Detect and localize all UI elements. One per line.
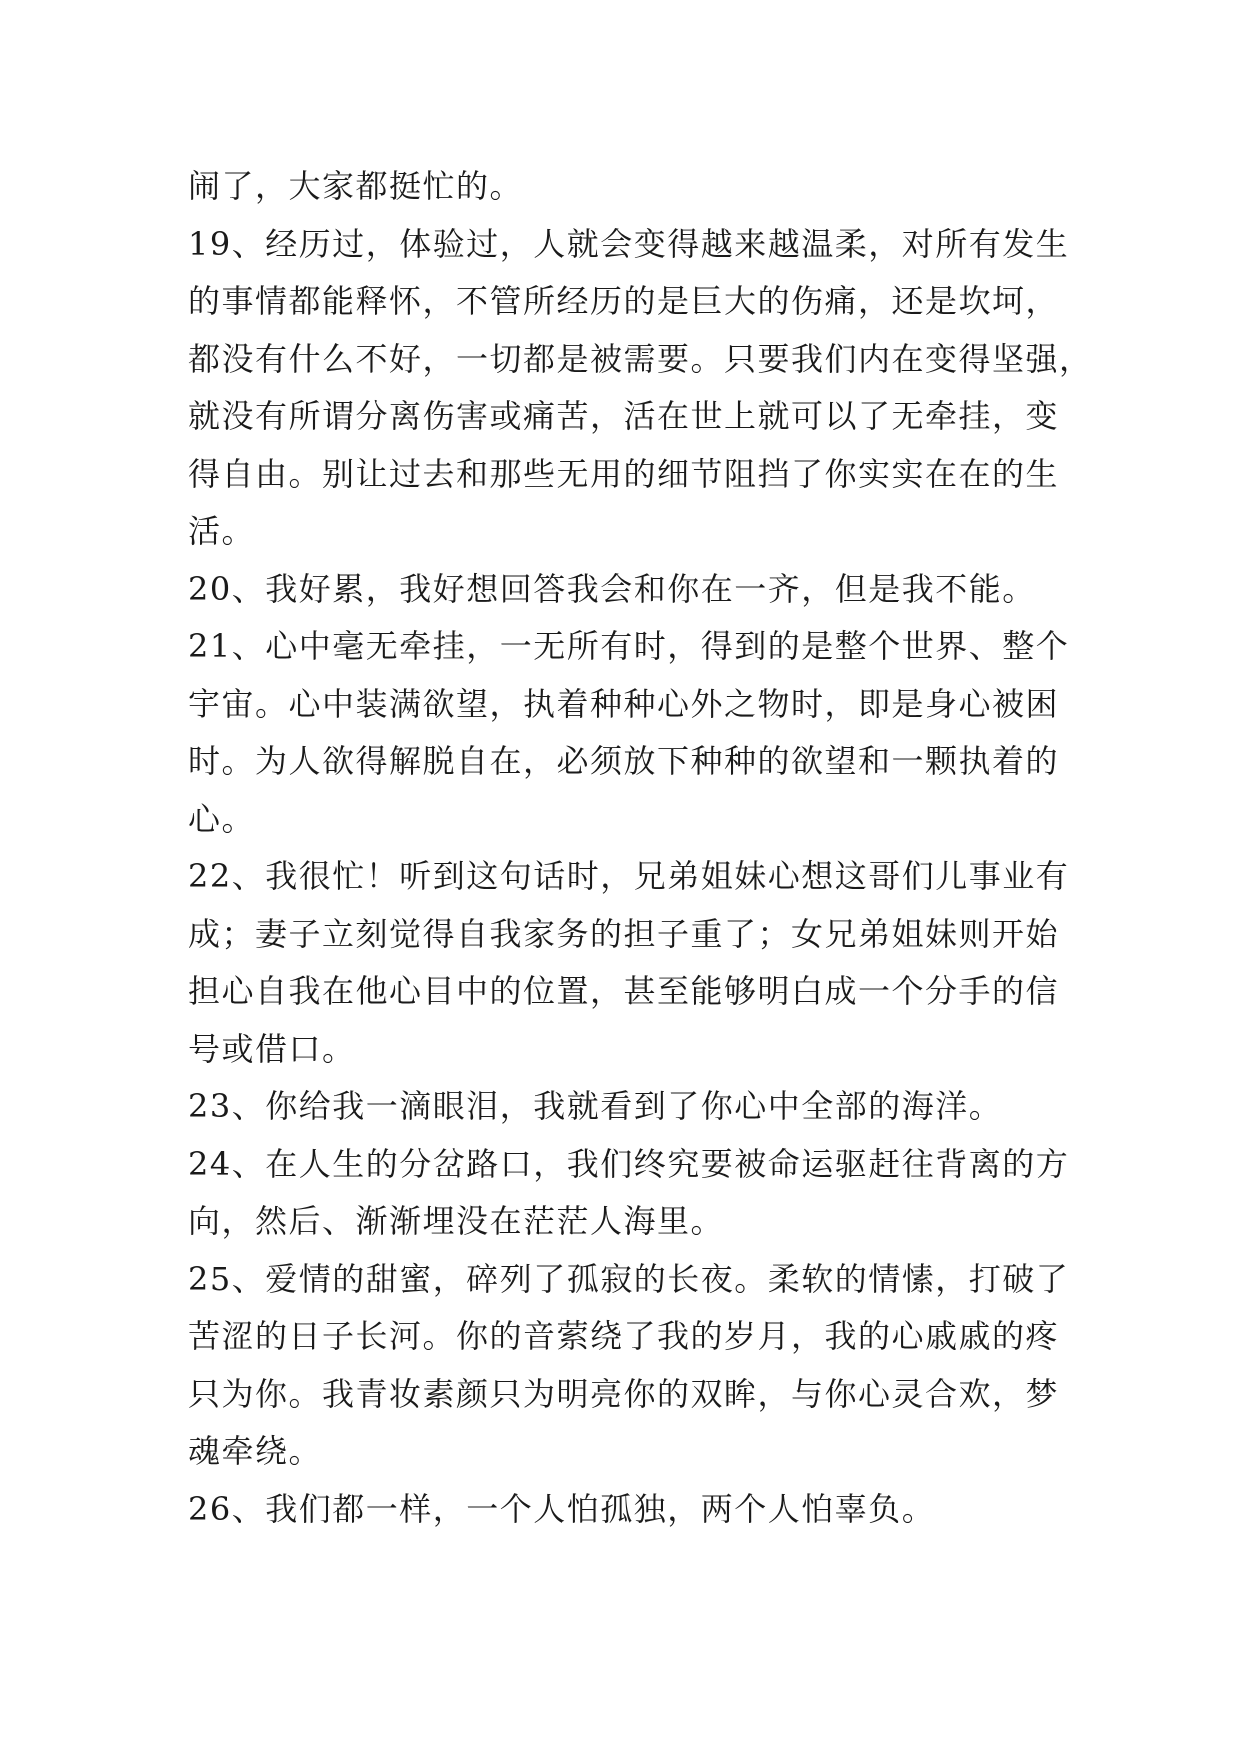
text-line: 活。 [188, 512, 256, 550]
text-line: 心。 [188, 799, 256, 838]
text-line: 魂牵绕。 [188, 1432, 323, 1470]
text-line: 只为你。我青妆素颜只为明亮你的双眸，与你心灵合欢，梦 [188, 1374, 1060, 1413]
text-line: 24、在人生的分岔路口，我们终究要被命运驱赶往背离的方 [188, 1144, 1070, 1183]
text-line: 担心自我在他心目中的位置，甚至能够明白成一个分手的信 [188, 972, 1060, 1010]
text-line: 25、爱情的甜蜜，碎列了孤寂的长夜。柔软的情愫，打破了 [188, 1259, 1070, 1298]
text-line: 26、我们都一样，一个人怕孤独，两个人怕辜负。 [188, 1489, 936, 1528]
text-line: 闹了，大家都挺忙的。 [188, 167, 524, 205]
document-body [188, 158, 1093, 1538]
text-line: 22、我很忙！听到这句话时，兄弟姐妹心想这哥们儿事业有 [188, 857, 1070, 895]
text-line: 号或借口。 [188, 1029, 356, 1068]
text-line: 23、你给我一滴眼泪，我就看到了你心中全部的海洋。 [188, 1087, 1003, 1125]
text-line: 向，然后、渐渐埋没在茫茫人海里。 [188, 1202, 725, 1240]
text-line: 的事情都能释怀，不管所经历的是巨大的伤痛，还是坎坷， [188, 282, 1060, 320]
text-line: 得自由。别让过去和那些无用的细节阻挡了你实实在在的生 [188, 454, 1060, 493]
text-line: 苦涩的日子长河。你的音萦绕了我的岁月，我的心戚戚的疼 [188, 1317, 1060, 1355]
text-line: 21、心中毫无牵挂，一无所有时，得到的是整个世界、整个 [188, 627, 1070, 665]
text-line: 成；妻子立刻觉得自我家务的担子重了；女兄弟姐妹则开始 [188, 914, 1060, 953]
text-line: 就没有所谓分离伤害或痛苦，活在世上就可以了无牵挂，变 [188, 397, 1060, 435]
text-line: 宇宙。心中装满欲望，执着种种心外之物时，即是身心被困 [188, 684, 1060, 723]
text-line: 20、我好累，我好想回答我会和你在一齐，但是我不能。 [188, 569, 1036, 608]
text-line: 时。为人欲得解脱自在，必须放下种种的欲望和一颗执着的 [188, 742, 1060, 780]
text-line: 19、经历过，体验过，人就会变得越来越温柔，对所有发生 [188, 224, 1070, 263]
text-line: 都没有什么不好，一切都是被需要。只要我们内在变得坚强， [188, 339, 1093, 378]
